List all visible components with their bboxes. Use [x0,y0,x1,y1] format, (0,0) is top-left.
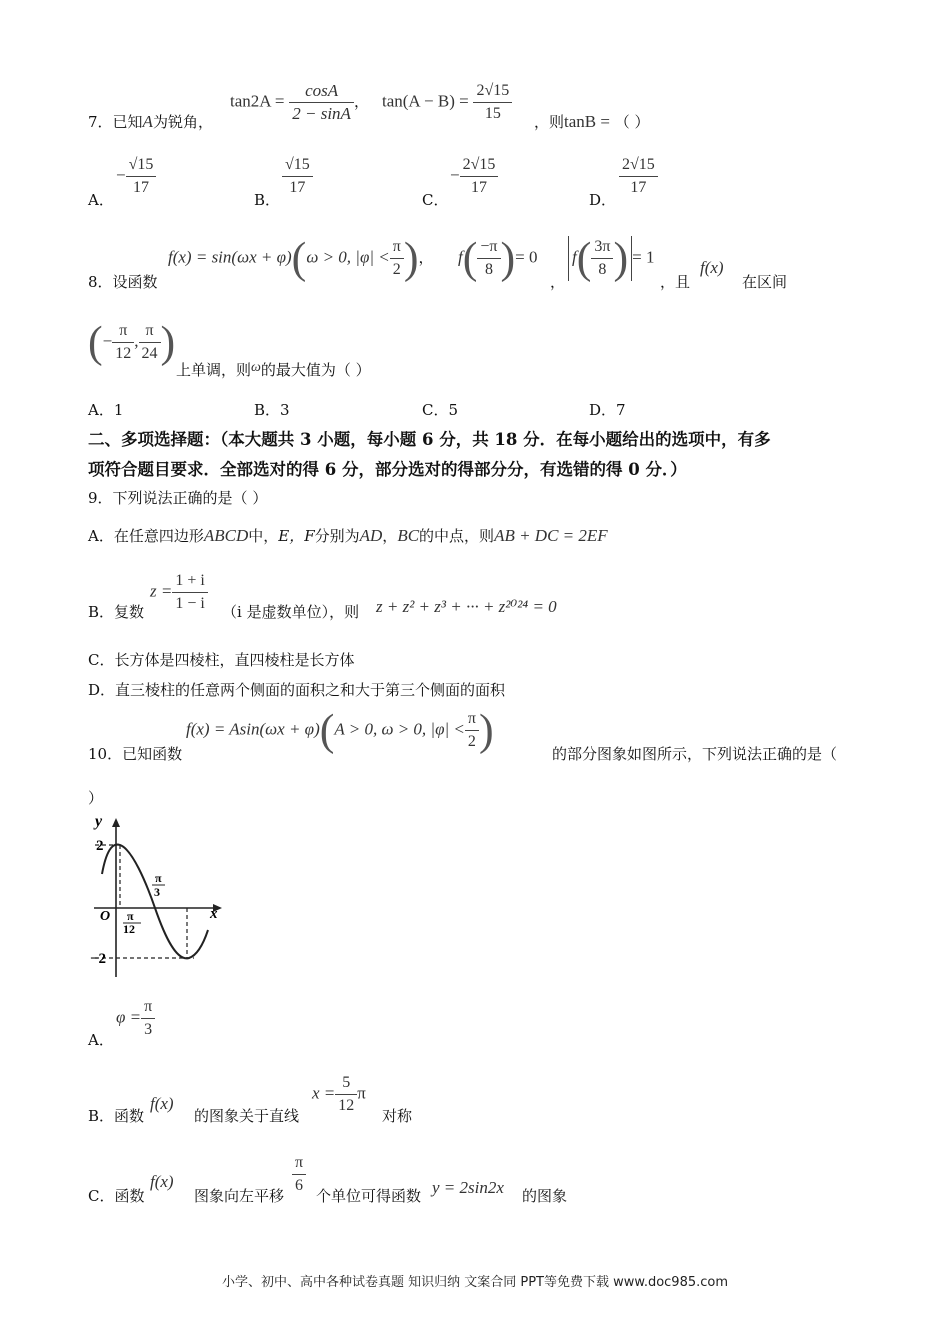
q7-var: A [142,112,153,131]
q8-v2-f: f [572,247,577,267]
option-sign: − [116,165,126,185]
tick1-den: 12 [123,922,135,936]
x-label: x [210,906,218,922]
option-frac: $\frac{2√15}{17}$ [619,154,658,199]
y-axis-arrow [112,818,120,827]
q9-stem: 9．下列说法正确的是（ ） [88,489,268,507]
q8-cond-frac: $\frac{\pi}{2}$ [390,236,404,281]
q8-in-interval: 在区间 [742,273,788,291]
q7-eq1-left: tan2A = [230,91,285,111]
section2-heading-line1: 二、多项选择题：（本大题共 3 小题，每小题 6 分，共 18 分．在每小题给出的选项中，有多 [88,430,771,449]
option-frac: $\frac{√15}{17}$ [282,154,313,199]
sine-curve [102,844,208,958]
q8-option-d[interactable]: D．7 [589,401,626,419]
q7-target: tanB = [564,112,610,131]
q8-prefix: 8．设函数 [88,273,158,291]
q10-option-b[interactable]: B．函数 f(x) 的图象关于直线 x = $\frac{5}{12}$ π 对称 [88,1074,413,1125]
tick2-num: π [155,871,162,885]
q8-mono-text: 上单调，则 [176,361,252,379]
q9-option-a[interactable]: A．在任意四边形ABCD中，E，F分别为AD，BC的中点，则AB + DC = 2EF [88,526,608,545]
q8-interval-b: $\frac{\pi}{24}$ [139,320,161,365]
q10-cond: A > 0, ω > 0, |φ| < [334,719,465,739]
q10-c-eq: y = 2sin2x [432,1178,504,1197]
q9-option-d[interactable]: D．直三棱柱的任意两个侧面的面积之和大于第三个侧面的面积 [88,681,506,699]
q9-b-eq: z + z² + z³ + ··· + z²⁰²⁴ = 0 [376,597,557,616]
q10-option-c[interactable]: C．函数 f(x) 图象向左平移 $\frac{\pi}{6}$ 个单位可得函数 y = 2sin2x 的图象 [88,1154,568,1205]
q7-eq2-left: tan(A − B) = [382,91,469,111]
q9-option-b[interactable]: B．复数 z = $\frac{1 + i}{1 - i}$ （i 是虚数单位），则 z + z² + z³ + ··· + z²⁰²⁴ = 0 [88,572,557,621]
q10-a-frac: $\frac{\pi}{3}$ [141,996,155,1041]
option-sign: − [450,165,460,185]
q7-prefix: 7．已知 [88,113,143,131]
q7-eq1-frac: $\frac{\cos A}{2 - \sin A}$ [289,80,354,125]
q9-b-frac: $\frac{1 + i}{1 - i}$ [172,570,207,615]
q10-stem: 10．已知函数 f(x) = Asin(ωx + φ)(A > 0, ω > 0, |φ| < $\frac{\pi}{2}$ ) 的部分图象如图所示，下列说法正确的是（ [88,705,838,763]
q10-c-frac: $\frac{\pi}{6}$ [292,1152,306,1197]
q8-stem: 8．设函数 f(x) = sin(ωx + φ)(ω > 0, |φ| < $\frac{\pi}{2}$ )， f( $\frac{-\pi}{8}$ )= 0 ， f( $\frac{3\pi}{8}$ ) = 1 ，且 f(x) 在区间 [88,233,788,291]
q10-graph [88,812,228,982]
q7-eq2-frac: $\frac{2√15}{15}$ [473,80,512,125]
q7-sep: ， [353,92,369,111]
q8-max-text: 的最大值为（ ） [260,361,371,379]
q7-mid: 为锐角， [152,113,213,131]
option-label: D． [589,191,617,209]
origin-label: O [100,909,111,924]
q8-and: ，且 [660,273,691,291]
option-label: C． [422,191,449,209]
y-label: y [95,813,103,830]
option-label: B． [254,191,281,209]
q8-v2-frac: $\frac{3\pi}{8}$ [591,236,613,281]
y-max-label: 2 [96,838,104,854]
option-frac: $\frac{2√15}{17}$ [460,154,499,199]
q7-blank: （ ） [614,113,650,131]
section2-heading-line2: 项符合题目要求．全部选对的得 6 分，部分选对的得部分分，有选错的得 0 分．） [88,460,687,479]
q8-fx: f(x) [700,258,724,277]
q9-option-c[interactable]: C．长方体是四棱柱，直四棱柱是长方体 [88,651,355,669]
q8-option-a[interactable]: A．1 [88,401,124,419]
option-frac: $\frac{√15}{17}$ [126,154,157,199]
q10-option-a[interactable]: A． φ = $\frac{\pi}{3}$ [88,996,288,1050]
q9-a-eq: AB + DC = 2EF [494,526,608,545]
q10-b-frac: $\frac{5}{12}$ [335,1072,357,1117]
q10-cond-frac: $\frac{\pi}{2}$ [465,708,479,753]
y-min-label: −2 [90,951,107,967]
tick2-den: 3 [154,885,160,899]
page-footer: 小学、初中、高中各种试卷真题 知识归纳 文案合同 PPT等免费下载 www.doc985.com [221,1275,729,1290]
q9-quad: ABCD [203,526,249,545]
q8-v2-right: = 1 [632,247,655,267]
q8-stem-line2: (− $\frac{\pi}{12}$ , $\frac{\pi}{24}$ ) 上单调，则ω的最大值为（ ） [88,317,371,379]
q8-func: f(x) = sin(ωx + φ) [168,247,292,267]
tick1-num: π [127,909,134,923]
q8-v1-f: f [458,247,463,267]
q8-cond: ω > 0, |φ| < [306,247,390,267]
q8-option-c[interactable]: C．5 [422,401,459,419]
option-label: A． [88,191,114,209]
q8-interval-a: $\frac{\pi}{12}$ [112,320,134,365]
q10-func: f(x) = Asin(ωx + φ) [186,719,320,739]
q8-option-b[interactable]: B．3 [254,401,290,419]
q8-v1-right: = 0 [515,247,538,267]
q8-omega: ω [251,360,261,375]
q7-then: ，则 [534,113,565,131]
q10-stem-close: ） [88,789,104,807]
q8-v1-frac: $\frac{-\pi}{8}$ [477,236,500,281]
